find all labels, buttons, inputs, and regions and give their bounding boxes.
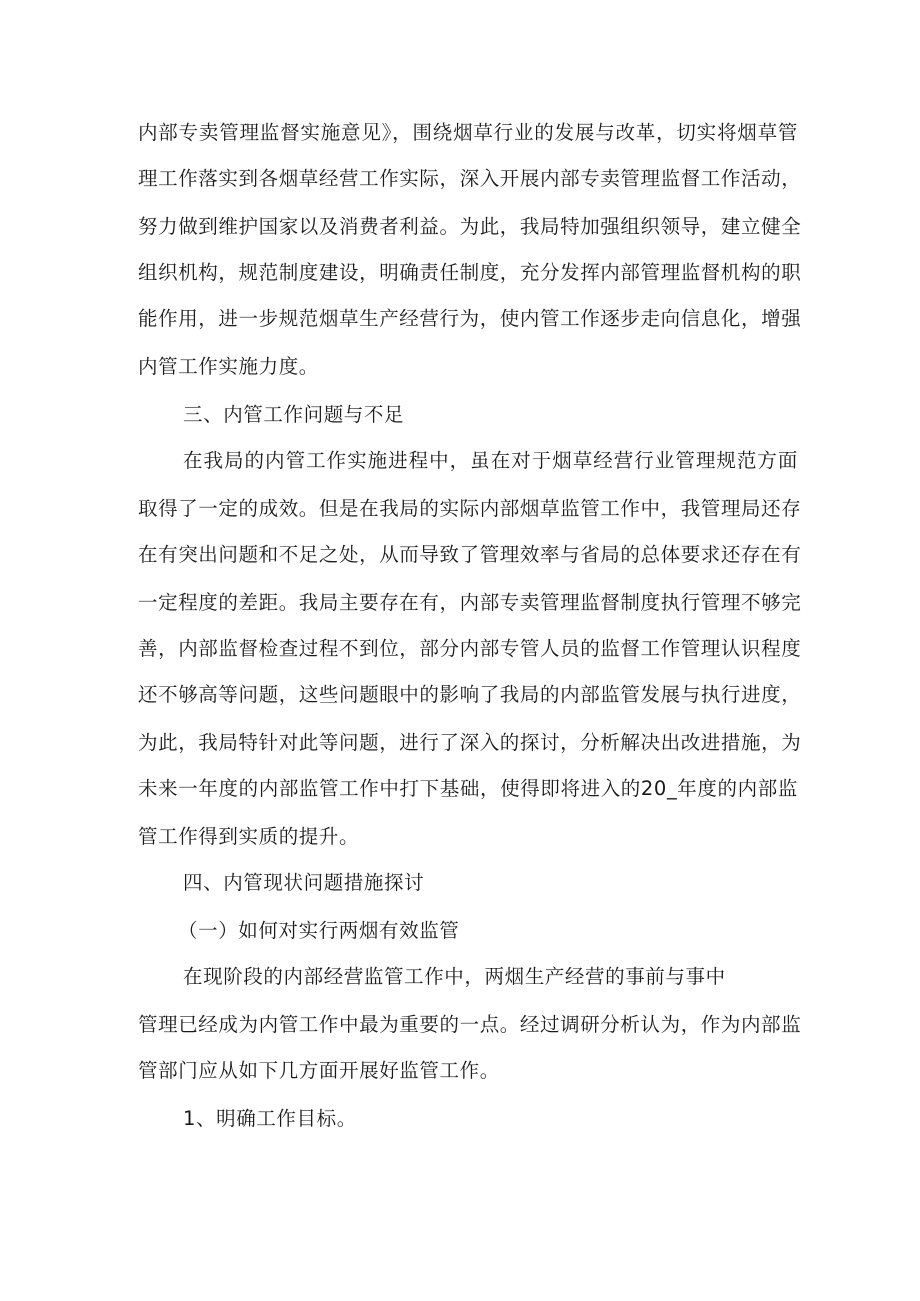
paragraph-line: 未来一年度的内部监管工作中打下基础，使得即将进入的20_年度的内部监 [138,777,798,800]
paragraph-line: 组织机构，规范制度建设，明确责任制度，充分发挥内部管理监督机构的职 [138,261,802,284]
paragraph-line: 还不够高等问题，这些问题眼中的影响了我局的内部监管发展与执行进度， [138,683,802,706]
paragraph-line: 能作用，进一步规范烟草生产经营行为，使内管工作逐步走向信息化，增强 [138,307,802,330]
section-heading: 三、内管工作问题与不足 [183,403,405,426]
paragraph-line: 一定程度的差距。我局主要存在有，内部专卖管理监督制度执行管理不够完 [138,591,802,614]
paragraph-line: 努力做到维护国家以及消费者利益。为此，我局特加强组织领导，建立健全 [138,215,802,238]
paragraph-line: 在我局的内管工作实施进程中，虽在对于烟草经营行业管理规范方面 [183,449,798,472]
paragraph-line: 为此，我局特针对此等问题，进行了深入的探讨，分析解决出改进措施，为 [138,731,802,754]
paragraph-line: 理工作落实到各烟草经营工作实际，深入开展内部专卖管理监督工作活动， [138,167,802,190]
list-item: 1、明确工作目标。 [183,1107,357,1130]
paragraph-line: 管部门应从如下几方面开展好监管工作。 [138,1059,500,1082]
paragraph-line: 在有突出问题和不足之处，从而导致了管理效率与省局的总体要求还存在有 [138,543,802,566]
paragraph-line: 管理已经成为内管工作中最为重要的一点。经过调研分析认为，作为内部监 [138,1013,802,1036]
paragraph-line: 在现阶段的内部经营监管工作中，两烟生产经营的事前与事中 [183,965,726,988]
paragraph-line: 善，内部监督检查过程不到位，部分内部专管人员的监督工作管理认识程度 [138,637,802,660]
section-heading: 四、内管现状问题措施探讨 [183,871,425,894]
paragraph-line: 管工作得到实质的提升。 [138,825,360,848]
paragraph-line: 内管工作实施力度。 [138,355,319,378]
paragraph-line: 内部专卖管理监督实施意见》，围绕烟草行业的发展与改革，切实将烟草管 [138,121,798,144]
subsection-heading: （一）如何对实行两烟有效监管 [178,919,460,942]
paragraph-line: 取得了一定的成效。但是在我局的实际内部烟草监管工作中，我管理局还存 [138,497,802,520]
